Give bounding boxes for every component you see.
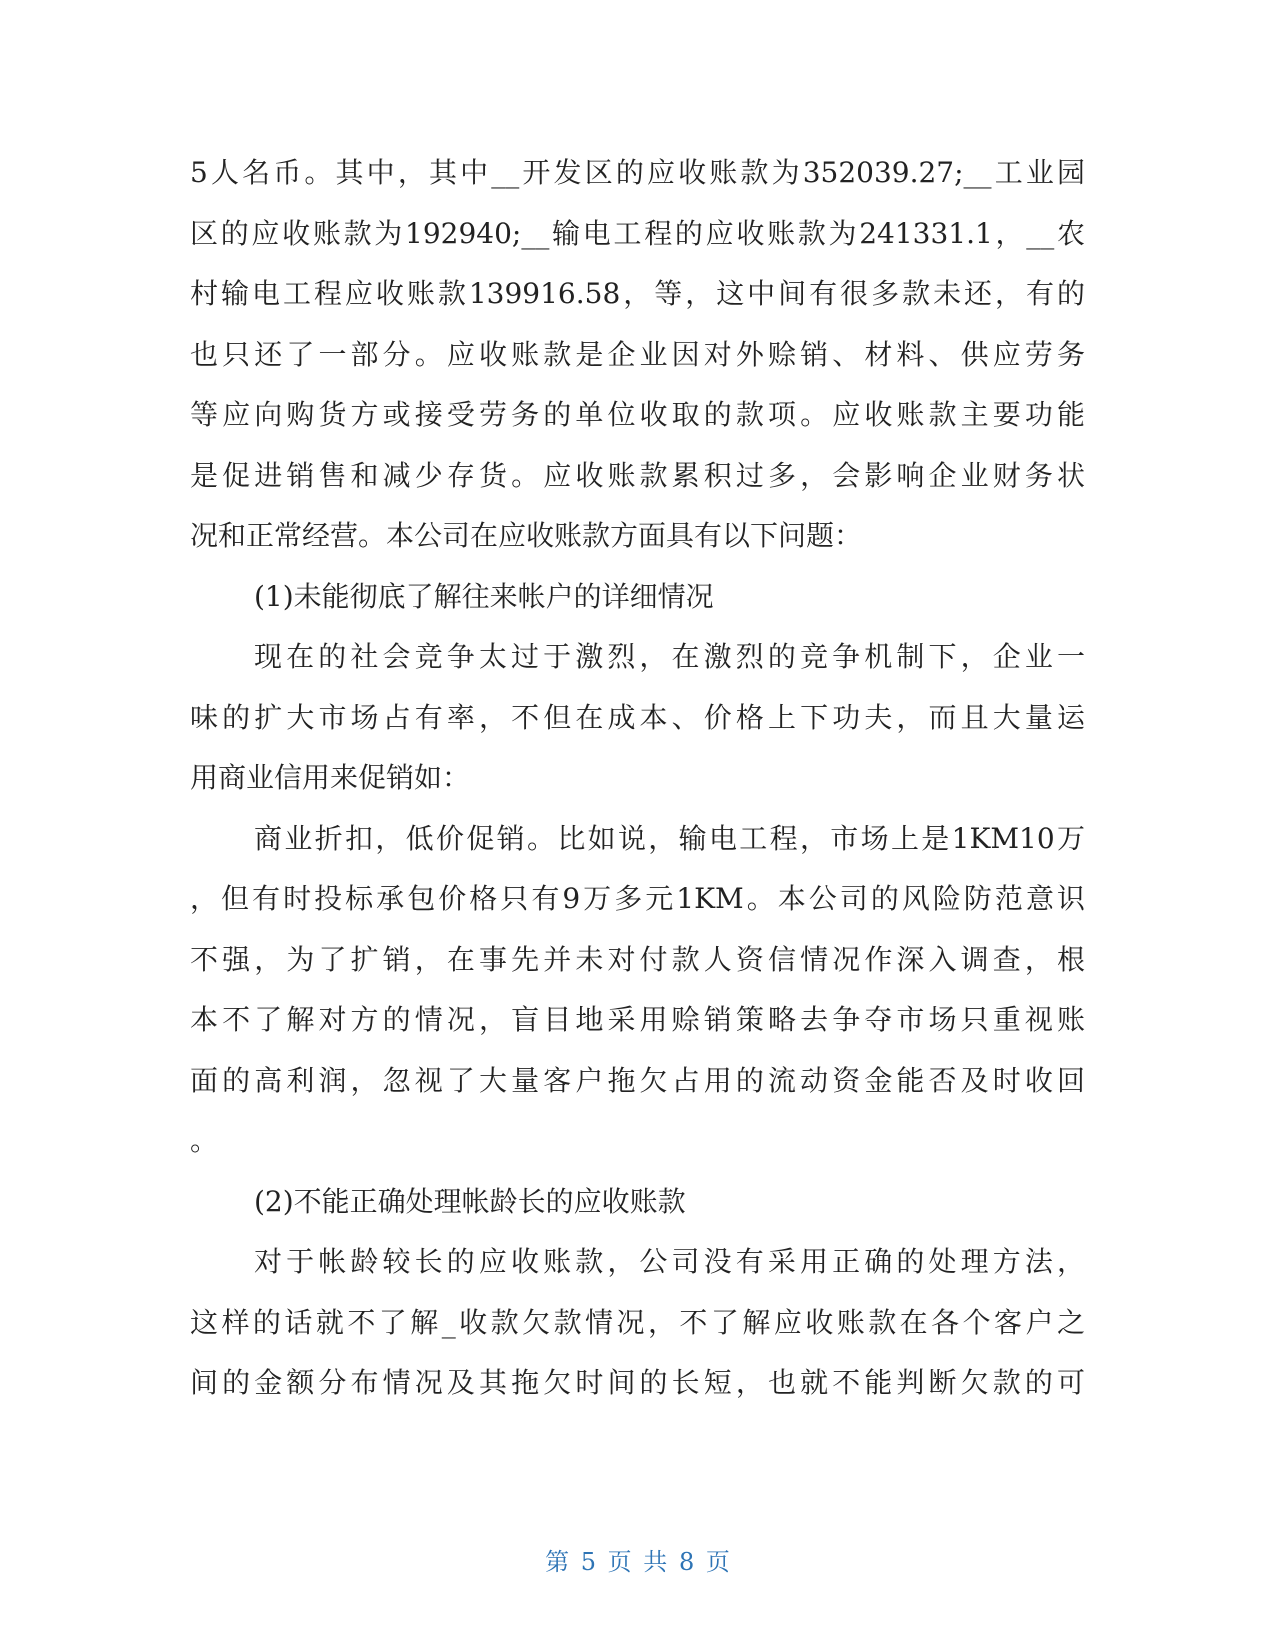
text-line: 。 [190,1124,219,1157]
text-line: 间的金额分布情况及其拖欠时间的长短，也就不能判断欠款的可 [190,1366,1085,1399]
text-line: 商业折扣，低价促销。比如说，输电工程，市场上是1KM10万 [254,821,1085,855]
text-line: 况和正常经营。本公司在应收账款方面具有以下问题： [190,519,863,552]
text-line: ，但有时投标承包价格只有9万多元1KM。本公司的风险防范意识 [190,882,1085,915]
text-line: 现在的社会竞争太过于激烈，在激烈的竞争机制下，企业一 [254,640,1085,673]
body-text [190,143,1085,1414]
text-line: 本不了解对方的情况，盲目地采用赊销策略去争夺市场只重视账 [190,1003,1085,1036]
section-heading: (1)未能彻底了解往来帐户的详细情况 [254,579,714,613]
text-line: 5人名币。其中，其中__开发区的应收账款为352039.27;__工业园 [190,156,1085,189]
text-line: 面的高利润，忽视了大量客户拖欠占用的流动资金能否及时收回 [190,1063,1085,1097]
text-line: 用商业信用来促销如： [190,761,471,794]
text-line: 不强，为了扩销，在事先并未对付款人资信情况作深入调查，根 [190,942,1085,976]
text-line: 味的扩大市场占有率，不但在成本、价格上下功夫，而且大量运 [190,700,1085,734]
section-heading: (2)不能正确处理帐龄长的应收账款 [254,1184,686,1218]
text-line: 区的应收账款为192940;__输电工程的应收账款为241331.1，__农 [190,216,1085,250]
text-line: 这样的话就不了解_收款欠款情况，不了解应收账款在各个客户之 [190,1305,1085,1339]
text-line: 也只还了一部分。应收账款是企业因对外赊销、材料、供应劳务 [190,337,1085,371]
text-line: 是促进销售和减少存货。应收账款累积过多，会影响企业财务状 [190,458,1085,492]
page-number-footer: 第 5 页 共 8 页 [545,1548,730,1576]
text-line: 对于帐龄较长的应收账款，公司没有采用正确的处理方法， [254,1245,1085,1278]
text-line: 村输电工程应收账款139916.58，等，这中间有很多款未还，有的 [190,277,1085,310]
text-line: 等应向购货方或接受劳务的单位收取的款项。应收账款主要功能 [190,398,1085,431]
